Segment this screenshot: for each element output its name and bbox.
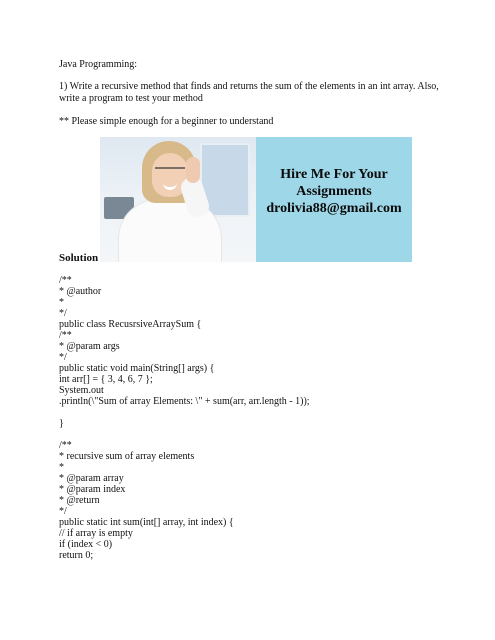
- solution-label: Solution: [59, 252, 99, 264]
- ad-line-2: Assignments: [296, 184, 372, 199]
- code-line: * @author: [59, 286, 102, 297]
- code-line: public static void main(String[] args) {: [59, 363, 215, 374]
- code-block: [59, 275, 310, 561]
- document-heading: Java Programming:: [59, 59, 138, 70]
- code-line: }: [59, 418, 64, 429]
- code-line: System.out: [59, 385, 104, 396]
- code-line: [59, 429, 310, 440]
- code-line: */: [59, 308, 67, 319]
- code-line: public static int sum(int[] array, int index) {: [59, 517, 234, 528]
- code-line: /**: [59, 330, 72, 341]
- code-line: * recursive sum of array elements: [59, 451, 195, 462]
- woman-photo: [100, 137, 256, 262]
- code-line: .println(\"Sum of array Elements: \" + sum(arr, arr.length - 1));: [59, 396, 310, 407]
- code-line: public class RecusrsiveArraySum {: [59, 319, 202, 330]
- code-line: */: [59, 506, 67, 517]
- ad-line-1: Hire Me For Your: [280, 167, 388, 182]
- code-line: *: [59, 462, 64, 473]
- code-line: * @param index: [59, 484, 126, 495]
- code-line: *: [59, 297, 64, 308]
- code-line: * @param array: [59, 473, 124, 484]
- note-text: ** Please simple enough for a beginner to understand: [59, 116, 274, 127]
- question-text: 1) Write a recursive method that finds and returns the sum of the elements in an int array. Also, write a program to test your method: [59, 81, 439, 104]
- code-line: * @param args: [59, 341, 120, 352]
- code-line: */: [59, 352, 67, 363]
- advertisement-banner: [100, 137, 412, 262]
- code-line: return 0;: [59, 550, 94, 561]
- glasses-shape: [155, 167, 185, 176]
- ad-line-3: drolivia88@gmail.com: [266, 201, 402, 216]
- hand-shape: [186, 157, 200, 183]
- ad-text-panel: [256, 137, 412, 262]
- code-line: [59, 407, 310, 418]
- code-line: /**: [59, 440, 72, 451]
- code-line: if (index < 0): [59, 539, 113, 550]
- code-line: /**: [59, 275, 72, 286]
- code-line: * @return: [59, 495, 100, 506]
- code-line: int arr[] = { 3, 4, 6, 7 };: [59, 374, 153, 385]
- code-line: // if array is empty: [59, 528, 133, 539]
